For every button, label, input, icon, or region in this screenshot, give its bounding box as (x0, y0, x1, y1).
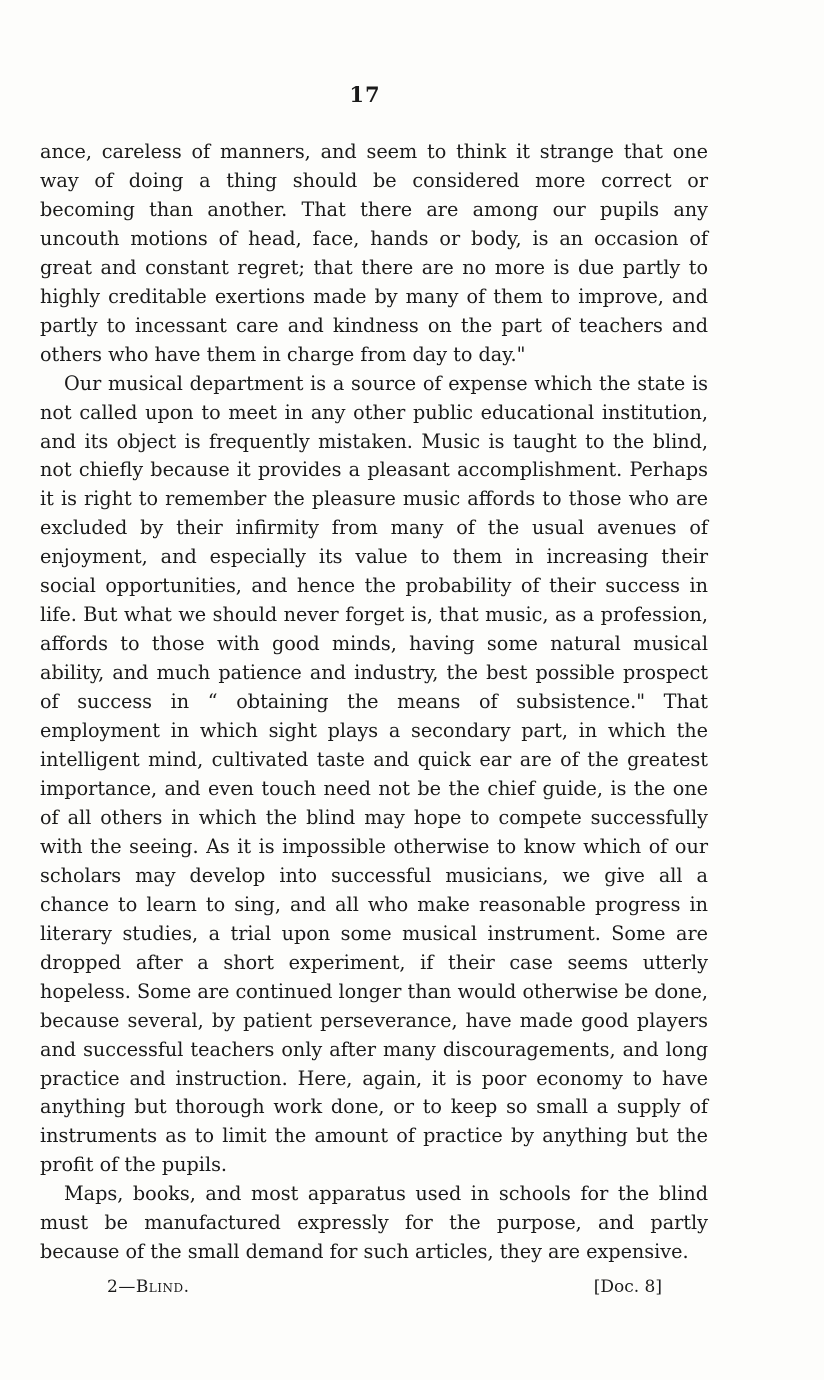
page-footer (107, 1277, 662, 1297)
paragraph-music-department: Our musical department is a source of expense which the state is not called upon to meet in any other public educational institution, and its object is frequently mistaken. Music is taught to the blind, not chiefly because it provides a pleasant accomplishment. Perhaps it is right to remember the pleasure music affords to those who are excluded by their infirmity from many of the usual avenues of enjoyment, and especially its value to them in increasing their social opportunities, and hence the probability of their success in life. But what we should never forget is, that music, as a profession, affords to those with good minds, having some natural musical ability, and much patience and industry, the best possible prospect of success in “ obtaining the means of subsistence." That employment in which sight plays a secondary part, in which the intelligent mind, cultivated taste and quick ear are of the greatest importance, and even touch need not be the chief guide, is the one of all others in which the blind may hope to compete successfully with the seeing. As it is impossible otherwise to know which of our scholars may develop into successful musicians, we give all a chance to learn to sing, and all who make reasonable progress in literary studies, a trial upon some musical instrument. Some are dropped after a short experiment, if their case seems utterly hopeless. Some are continued longer than would otherwise be done, because several, by patient perseverance, have made good players and successful teachers only after many discouragements, and long practice and instruction. Here, again, it is poor economy to have anything but thorough work done, or to keep so small a supply of instruments as to limit the amount of practice by anything but the profit of the pupils. (40, 371, 708, 1177)
document-reference: [Doc. 8] (593, 1277, 662, 1297)
paragraph-maps-books: Maps, books, and most apparatus used in schools for the blind must be manufactured expressly for the purpose, and partly because of the small demand for such articles, they are expensive. (40, 1182, 708, 1264)
paragraph-1-continued: ance, careless of manners, and seem to think it strange that one way of doing a thing should be considered more correct or becoming than another. That there are among our pupils any uncouth motions of head, face, hands or body, is an occasion of great and constant regret; that there are no more is due partly to highly creditable exertions made by many of them to improve, and partly to incessant care and kindness on the part of teachers and others who have them in charge from day to day." (40, 140, 708, 366)
page-number: 17 (349, 82, 381, 107)
signature-mark: 2—Blind. (107, 1277, 190, 1297)
body-text (40, 138, 708, 1267)
